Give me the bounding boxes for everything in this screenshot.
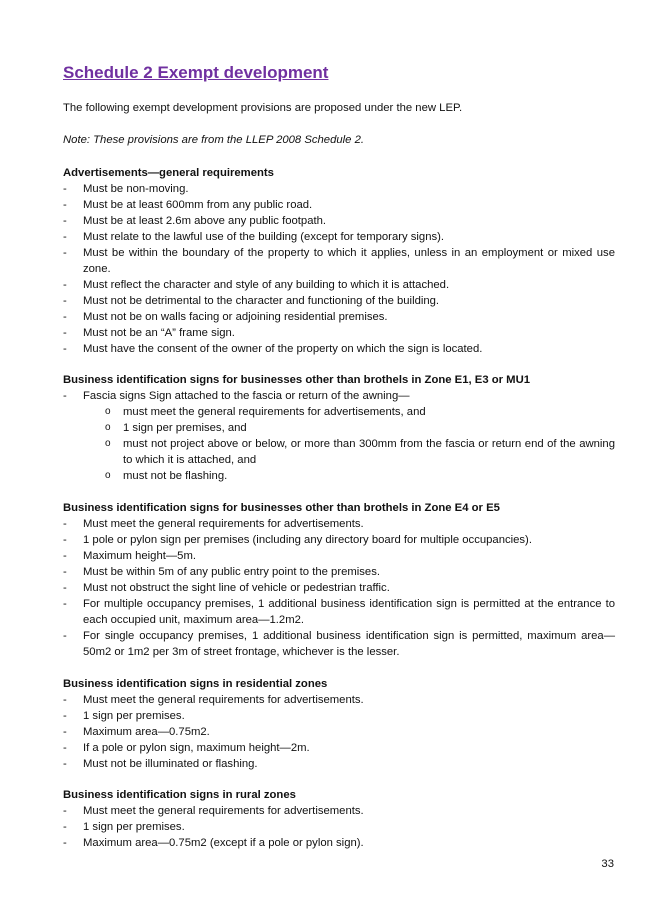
page-title: Schedule 2 Exempt development (63, 63, 329, 82)
list-item: - Must not obstruct the sight line of vehicle or pedestrian traffic. (63, 580, 615, 596)
bullet-list (63, 803, 615, 851)
intro-paragraph: The following exempt development provisions are proposed under the new LEP. (63, 102, 463, 114)
section-business-signs-e1-e3-mu1 (63, 372, 615, 484)
list-item: - Must not be on walls facing or adjoining residential premises. (63, 309, 615, 325)
bullet-list (63, 388, 615, 484)
section-business-signs-residential (63, 676, 615, 772)
list-item: - 1 pole or pylon sign per premises (including any directory board for multiple occupancies). (63, 532, 615, 548)
bullet-list (63, 692, 615, 772)
sub-list-item: o must not project above or below, or more than 300mm from the fascia or return end of the awning to which it is attached, and (63, 436, 615, 468)
bullet-list (63, 181, 615, 357)
sub-list-item: o 1 sign per premises, and (63, 420, 615, 436)
list-item: - 1 sign per premises. (63, 708, 615, 724)
list-item: - 1 sign per premises. (63, 819, 615, 835)
bullet-list (63, 516, 615, 660)
section-business-signs-e4-e5 (63, 500, 615, 660)
section-heading: Advertisements—general requirements (63, 167, 274, 179)
list-item: - Must not be an “A” frame sign. (63, 325, 615, 341)
section-advertisements-general (63, 165, 615, 357)
sub-list-item: o must meet the general requirements for advertisements, and (63, 404, 615, 420)
section-business-signs-rural (63, 787, 615, 851)
list-item: - Must be within 5m of any public entry point to the premises. (63, 564, 615, 580)
list-item: - Must not be illuminated or flashing. (63, 756, 615, 772)
list-item: - For single occupancy premises, 1 additional business identification sign is permitted, maximum area—50m2 or 1m2 per 3m of street frontage, whichever is the lesser. (63, 628, 615, 660)
note-paragraph: Note: These provisions are from the LLEP 2008 Schedule 2. (63, 134, 365, 146)
list-item: - Must reflect the character and style of any building to which it is attached. (63, 277, 615, 293)
list-item: - Must meet the general requirements for advertisements. (63, 803, 615, 819)
list-item: - If a pole or pylon sign, maximum height—2m. (63, 740, 615, 756)
list-item: - Must meet the general requirements for advertisements. (63, 692, 615, 708)
section-heading: Business identification signs for businesses other than brothels in Zone E1, E3 or MU1 (63, 374, 531, 386)
list-item: - For multiple occupancy premises, 1 additional business identification sign is permitted at the entrance to each occupied unit, maximum area—1.2m2. (63, 596, 615, 628)
list-item: - Maximum height—5m. (63, 548, 615, 564)
list-item: - Must have the consent of the owner of the property on which the sign is located. (63, 341, 615, 357)
section-heading: Business identification signs for businesses other than brothels in Zone E4 or E5 (63, 502, 500, 514)
list-item: - Fascia signs Sign attached to the fascia or return of the awning— (63, 388, 615, 404)
page-number: 33 (601, 858, 614, 870)
list-item: - Must be within the boundary of the property to which it applies, unless in an employment or mixed use zone. (63, 245, 615, 277)
list-item: - Maximum area—0.75m2 (except if a pole or pylon sign). (63, 835, 615, 851)
section-heading: Business identification signs in rural zones (63, 789, 296, 801)
list-item: - Must be at least 2.6m above any public footpath. (63, 213, 615, 229)
list-item: - Must be at least 600mm from any public road. (63, 197, 615, 213)
list-item: - Must relate to the lawful use of the building (except for temporary signs). (63, 229, 615, 245)
list-item: - Must be non-moving. (63, 181, 615, 197)
list-item: - Must meet the general requirements for advertisements. (63, 516, 615, 532)
sub-list-item: o must not be flashing. (63, 468, 615, 484)
list-item: - Must not be detrimental to the character and functioning of the building. (63, 293, 615, 309)
list-item: - Maximum area—0.75m2. (63, 724, 615, 740)
section-heading: Business identification signs in residential zones (63, 678, 328, 690)
